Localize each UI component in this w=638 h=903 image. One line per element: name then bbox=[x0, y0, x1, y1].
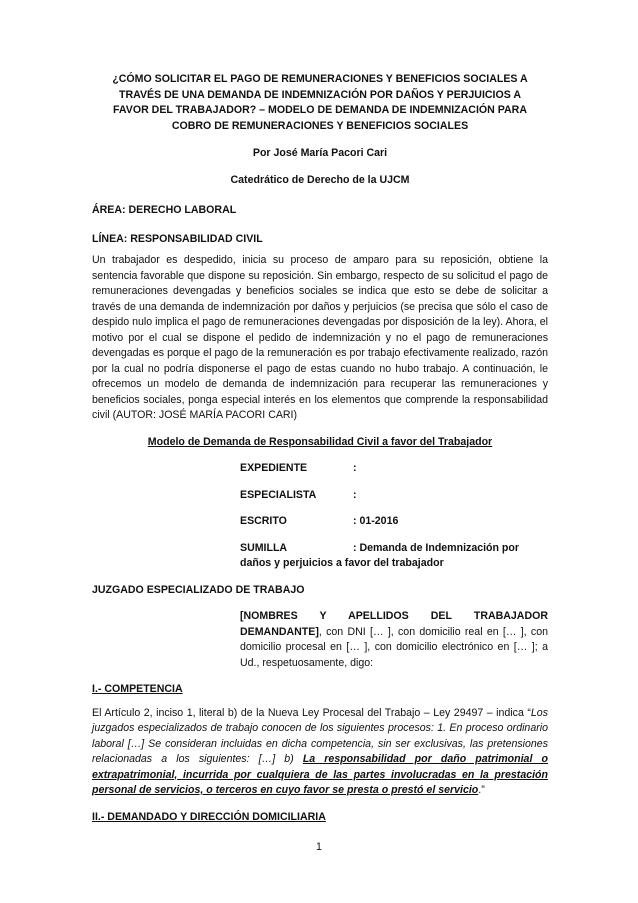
section1-closing: .” bbox=[478, 784, 485, 796]
expediente-field bbox=[240, 461, 548, 477]
plaintiff-name: [NOMBRES Y APELLIDOS DEL TRABAJADOR DEMANDANTE] bbox=[240, 610, 548, 638]
addressee-block bbox=[240, 609, 548, 671]
especialista-label: ESPECIALISTA bbox=[240, 488, 317, 501]
section2-heading: II.- DEMANDADO Y DIRECCIÓN DOMICILIARIA bbox=[92, 810, 326, 823]
document-body bbox=[92, 72, 548, 825]
author-role: Catedrático de Derecho de la UJCM bbox=[230, 173, 410, 186]
line-heading: LÍNEA: RESPONSABILIDAD CIVIL bbox=[92, 232, 263, 245]
especialista-value: : bbox=[353, 488, 357, 501]
sumilla-value: : Demanda de Indemnización por bbox=[353, 541, 519, 554]
section1-heading: I.- COMPETENCIA bbox=[92, 683, 183, 695]
case-fields bbox=[240, 461, 548, 572]
document-title: ¿CÓMO SOLICITAR EL PAGO DE REMUNERACIONES Y BENEFICIOS SOCIALES A TRAVÉS DE UNA DEMANDA DE INDEMNIZACIÓN POR DAÑOS Y PERJUICIOS A FAVOR DEL TRABAJADOR? – MODELO DE DEMANDA DE INDEMNIZACIÓN PARA COBRO DE REMUNERACIONES Y BENEFICIOS SOCIALES bbox=[112, 73, 528, 132]
especialista-field bbox=[240, 488, 548, 504]
escrito-label: ESCRITO bbox=[240, 515, 287, 527]
escrito-field bbox=[240, 514, 548, 530]
sumilla-label: SUMILLA bbox=[240, 541, 288, 554]
page-number: 1 bbox=[316, 841, 322, 853]
area-heading: ÁREA: DERECHO LABORAL bbox=[92, 204, 237, 216]
model-title: Modelo de Demanda de Responsabilidad Civil a favor del Trabajador bbox=[147, 435, 493, 448]
expediente-label: EXPEDIENTE bbox=[240, 462, 308, 474]
author-line: Por José María Pacori Cari bbox=[252, 147, 388, 159]
intro-paragraph: Un trabajador es despedido, inicia su proceso de amparo para su reposición, obtiene la sentencia favorable que dispone su reposición. Sin embargo, respecto de su solicitud el pago de remuneraciones devengadas y beneficios sociales se indica que esto se debe de solicitar a través de una demanda de indemnización por daños y perjuicios (se precisa que sólo el caso de despido nulo implica el pago de remuneraciones devengadas por disposición de la ley). Ahora, el motivo por el cual se dispone el pedido de indemnización y no el pago de remuneraciones devengadas es porque el pago de la remuneración es por trabajo efectivamente realizado, razón por la cual no podría disponerse el pago de estas cuando no hubo trabajo. A continuación, le ofrecemos un modelo de demanda de indemnización para recuperar las remuneraciones y beneficios sociales, ponga especial interés en los elementos que comprende la responsabilidad civil (AUTOR: JOSÉ MARÍA PACORI CARI) bbox=[92, 254, 548, 421]
addressee-details: , con DNI [… ], con domicilio real en [… ], con domicilio procesal en [… ], con domicilio electrónico en [… ]; a Ud., respetuosamente, digo: bbox=[240, 625, 548, 669]
escrito-value: : 01-2016 bbox=[353, 515, 399, 527]
expediente-value: : bbox=[353, 462, 357, 474]
sumilla-continuation: daños y perjuicios a favor del trabajador bbox=[240, 557, 444, 569]
section1-quote: Los juzgados especializados de trabajo conocen de los siguientes procesos: 1. En proceso ordinario laboral […] Se consideran incluidas en dicha competencia, sin ser exclusivas, las pretensiones relacionadas a los siguientes: […] b) bbox=[92, 706, 548, 765]
court-heading: JUZGADO ESPECIALIZADO DE TRABAJO bbox=[92, 583, 305, 596]
section1-paragraph bbox=[92, 706, 548, 799]
sumilla-field bbox=[240, 541, 548, 557]
section1-intro: El Artículo 2, inciso 1, literal b) de la Nueva Ley Procesal del Trabajo – Ley 29497 – indica “ bbox=[92, 706, 531, 719]
section1-emphasis: La responsabilidad por daño patrimonial o extrapatrimonial, incurrida por cualquiera de las partes involucradas en la prestación personal de servicios, o terceros en cuyo favor se presta o prestó el servicio bbox=[92, 753, 548, 796]
